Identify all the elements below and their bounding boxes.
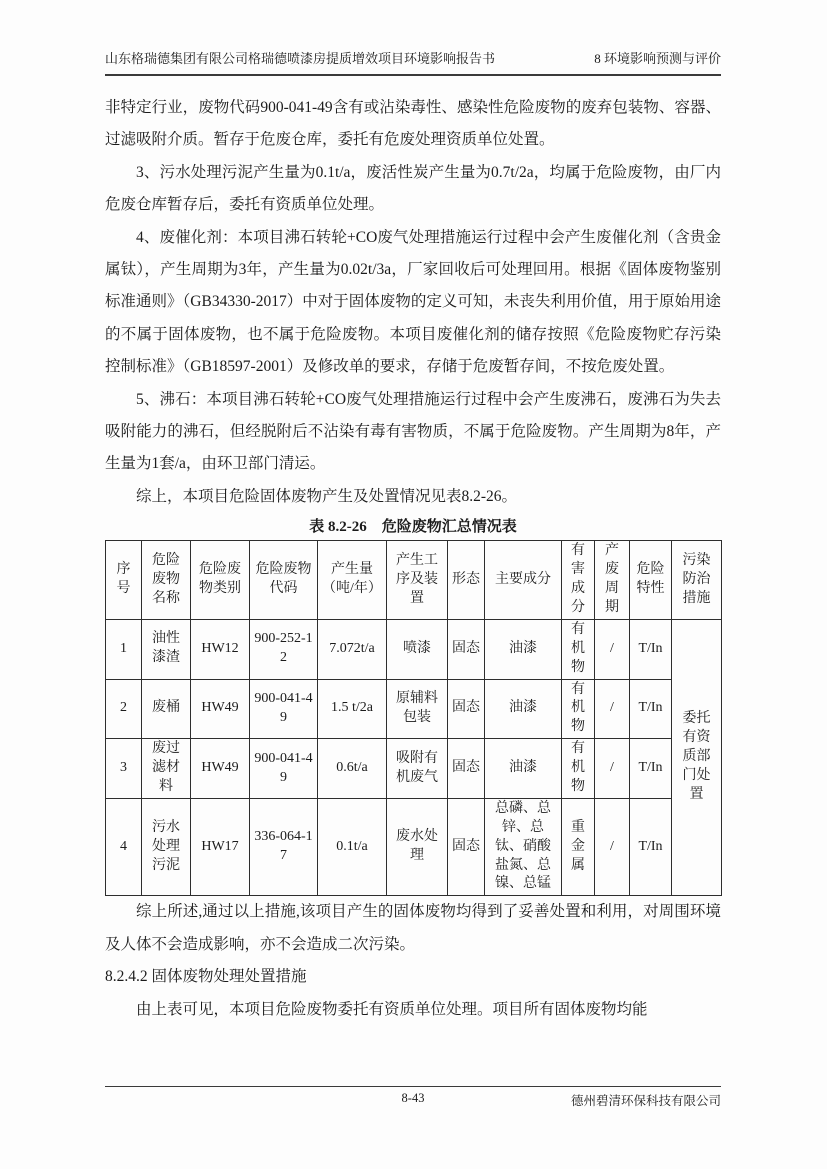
paragraph-waste-packaging: 非特定行业，废物代码900-041-49含有或沾染毒性、感染性危险废物的废弃包装物、容器、过滤吸附介质。暂存于危废仓库，委托有危废处理资质单位处置。 <box>105 99 721 149</box>
table-row <box>106 798 722 895</box>
table-cell: 重金属 <box>562 798 595 895</box>
table-header-cell: 产生工序及装置 <box>387 541 448 620</box>
table-header-cell: 形态 <box>448 541 485 620</box>
table-header-row <box>106 541 722 620</box>
table-cell: 900-041-49 <box>250 679 318 739</box>
table-header-cell: 危险废物类别 <box>191 541 250 620</box>
table-row <box>106 619 722 679</box>
table-cell: 油性漆渣 <box>142 619 191 679</box>
table-cell: 有机物 <box>562 679 595 739</box>
table-cell: T/In <box>630 619 672 679</box>
table-cell: T/In <box>630 679 672 739</box>
page-header <box>105 48 721 76</box>
footer-company: 德州碧清环保科技有限公司 <box>570 1094 721 1108</box>
table-cell: 油漆 <box>485 619 562 679</box>
table-cell: T/In <box>630 798 672 895</box>
table-cell: 336-064-17 <box>250 798 318 895</box>
page-number: 8-43 <box>401 1091 425 1105</box>
table-cell: 总磷、总锌、总钛、硝酸盐氮、总镍、总锰 <box>485 798 562 895</box>
table-cell: 2 <box>106 679 142 739</box>
table-header-cell: 危险特性 <box>630 541 672 620</box>
table-cell: 固态 <box>448 619 485 679</box>
table-cell: 900-041-49 <box>250 739 318 799</box>
page-footer <box>105 1086 721 1111</box>
table-cell: 有机物 <box>562 619 595 679</box>
header-chapter-title: 8 环境影响预测与评价 <box>594 51 721 66</box>
table-cell: 固态 <box>448 798 485 895</box>
table-header-cell: 有害成分 <box>562 541 595 620</box>
table-cell: 4 <box>106 798 142 895</box>
table-cell: 1 <box>106 619 142 679</box>
table-cell: 0.6t/a <box>318 739 387 799</box>
table-cell: HW49 <box>191 679 250 739</box>
table-header-cell: 序号 <box>106 541 142 620</box>
table-header-cell: 危险废物代码 <box>250 541 318 620</box>
table-cell: 900-252-12 <box>250 619 318 679</box>
table-cell: 废桶 <box>142 679 191 739</box>
table-cell: 喷漆 <box>387 619 448 679</box>
paragraph-summary-intro: 综上，本项目危险固体废物产生及处置情况见表8.2-26。 <box>136 487 518 505</box>
table-header-cell: 产废周期 <box>595 541 630 620</box>
table-cell: T/In <box>630 739 672 799</box>
table-cell: 7.072t/a <box>318 619 387 679</box>
table-cell: 1.5 t/2a <box>318 679 387 739</box>
table-cell: 有机物 <box>562 739 595 799</box>
paragraph-sludge: 3、污水处理污泥产生量为0.1t/a，废活性炭产生量为0.7t/2a，均属于危险废物，由厂内危废仓库暂存后，委托有资质单位处理。 <box>105 163 721 214</box>
table-cell: 固态 <box>448 679 485 739</box>
table-cell: 污水处理污泥 <box>142 798 191 895</box>
table-header-cell: 危险废物名称 <box>142 541 191 620</box>
table-cell: / <box>595 679 630 739</box>
table-cell: 3 <box>106 739 142 799</box>
table-cell: / <box>595 798 630 895</box>
table-header-cell: 主要成分 <box>485 541 562 620</box>
table-cell: HW49 <box>191 739 250 799</box>
table-header-cell: 污染防治措施 <box>672 541 722 620</box>
table-row <box>106 679 722 739</box>
table-cell: HW17 <box>191 798 250 895</box>
table-cell-disposal-merged: 委托有资质部门处置 <box>672 619 722 895</box>
table-row <box>106 739 722 799</box>
table-cell: HW12 <box>191 619 250 679</box>
table-cell: 油漆 <box>485 679 562 739</box>
table-cell: 固态 <box>448 739 485 799</box>
table-cell: 废水处理 <box>387 798 448 895</box>
table-cell: / <box>595 619 630 679</box>
paragraph-catalyst: 4、废催化剂：本项目沸石转轮+CO废气处理措施运行过程中会产生废催化剂（含贵金属钛），产生周期为3年，产生量为0.02t/3a，厂家回收后可处理回用。根据《固体废物鉴别标准通则》（GB34330-2017）中对于固体废物的定义可知，未丧失利用价值，用于原始用途的不属于固体废物，也不属于危险废物。本项目废催化剂的储存按照《危险废物贮存污染控制标准》（GB18597-2001）及修改单的要求，存储于危废暂存间，不按危废处置。 <box>105 228 721 376</box>
section-heading: 8.2.4.2 固体废物处理处置措施 <box>105 968 307 986</box>
paragraph-zeolite: 5、沸石：本项目沸石转轮+CO废气处理措施运行过程中会产生废沸石，废沸石为失去吸附能力的沸石，但经脱附后不沾染有毒有害物质，不属于危险废物。产生周期为8年，产生量为1套/a，由环卫部门清运。 <box>105 390 721 473</box>
table-cell: 油漆 <box>485 739 562 799</box>
table-caption: 表 8.2-26 危险废物汇总情况表 <box>309 519 517 536</box>
paragraph-conclusion: 综上所述,通过以上措施,该项目产生的固体废物均得到了妥善处置和利用，对周围环境及人体不会造成影响，亦不会造成二次污染。 <box>105 903 721 953</box>
table-cell: 0.1t/a <box>318 798 387 895</box>
table-cell: / <box>595 739 630 799</box>
paragraph-disposal-measures: 由上表可见，本项目危险废物委托有资质单位处理。项目所有固体废物均能 <box>136 1000 648 1018</box>
header-report-title: 山东格瑞德集团有限公司格瑞德喷漆房提质增效项目环境影响报告书 <box>105 51 496 66</box>
hazardous-waste-table <box>105 540 722 896</box>
table-cell: 废过滤材料 <box>142 739 191 799</box>
table-header-cell: 产生量（吨/年） <box>318 541 387 620</box>
document-body <box>105 92 721 1026</box>
table-cell: 吸附有机废气 <box>387 739 448 799</box>
table-cell: 原辅料包装 <box>387 679 448 739</box>
